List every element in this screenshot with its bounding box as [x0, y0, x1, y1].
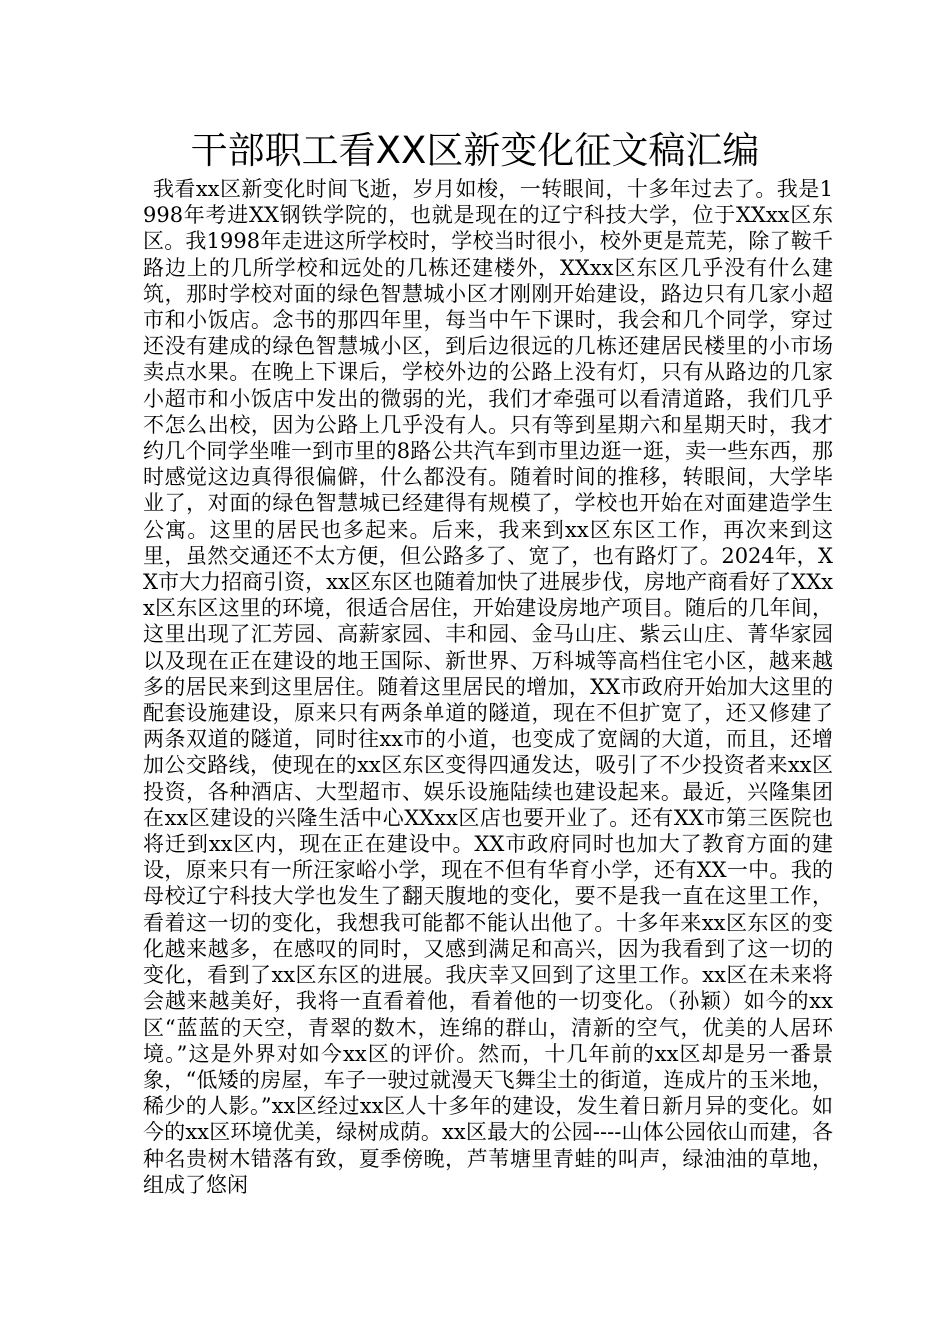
document-title: 干部职工看XX区新变化征文稿汇编: [190, 129, 760, 172]
document-body-paragraph: 我看xx区新变化时间飞逝，岁月如梭，一转眼间，十多年过去了。我是1998年考进XX钢铁学院的，也就是现在的辽宁科技大学，位于XXxx区东区。我1998年走进这所学校时，学校当时很小，校外更是荒芜，除了鞍千路边上的几所学校和远处的几栋还建楼外，XXxx区东区几乎没有什么建筑，那时学校对面的绿色智慧城小区才刚刚开始建设，路边只有几家小超市和小饭店。念书的那四年里，每当中午下课时，我会和几个同学，穿过还没有建成的绿色智慧城小区，到后边很远的几栋还建居民楼里的小市场卖点水果。在晚上下课后，学校外边的公路上没有灯，只有从路边的几家小超市和小饭店中发出的微弱的光，我们才牵强可以看清道路，我们几乎不怎么出校，因为公路上几乎没有人。只有等到星期六和星期天时，我才约几个同学坐唯一到市里的8路公共汽车到市里边逛一逛，卖一些东西，那时感觉这边真得很偏僻，什么都没有。随着时间的推移，转眼间，大学毕业了，对面的绿色智慧城已经建得有规模了，学校也开始在对面建造学生公寓。这里的居民也多起来。后来，我来到xx区东区工作，再次来到这里，虽然交通还不太方便，但公路多了、宽了，也有路灯了。2024年，XX市大力招商引资，xx区东区也随着加快了进展步伐，房地产商看好了XXxx区东区这里的环境，很适合居住，开始建设房地产项目。随后的几年间，这里出现了汇芳园、高薪家园、丰和园、金马山庄、紫云山庄、菁华家园以及现在正在建设的地王国际、新世界、万科城等高档住宅小区，越来越多的居民来到这里居住。随着这里居民的增加，XX市政府开始加大这里的配套设施建设，原来只有两条单道的隧道，现在不但扩宽了，还又修建了两条双道的隧道，同时往xx市的小道，也变成了宽阔的大道，而且，还增加公交路线，使现在的xx区东区变得四通发达，吸引了不少投资者来xx区投资，各种酒店、大型超市、娱乐设施陆续也建设起来。最近，兴隆集团在xx区建设的兴隆生活中心XXxx区店也要开业了。还有XX市第三医院也将迁到xx区内，现在正在建设中。XX市政府同时也加大了教育方面的建设，原来只有一所汪家峪小学，现在不但有华育小学，还有XX一中。我的母校辽宁科技大学也发生了翻天腹地的变化，要不是我一直在这里工作，看着这一切的变化，我想我可能都不能认出他了。十多年来xx区东区的变化越来越多，在感叹的同时，又感到满足和高兴，因为我看到了这一切的变化，看到了xx区东区的进展。我庆幸又回到了这里工作。xx区在未来将会越来越美好，我将一直看着他，看着他的一切变化。（孙颖）如今的xx区“蓝蓝的天空，青翠的数木，连绵的群山，清新的空气，优美的人居环境。”这是外界对如今xx区的评价。然而，十几年前的xx区却是另一番景象，“低矮的房屋，车子一驶过就漫天飞舞尘土的街道，连成片的玉米地，稀少的人影。”xx区经过xx区人十多年的建设，发生着日新月异的变化。如今的xx区环境优美，绿树成荫。xx区最大的公园----山体公园依山而建，各种名贵树木错落有致，夏季傍晚，芦苇塘里青蛙的叫声，绿油油的草地，组成了悠闲: [143, 177, 833, 1197]
